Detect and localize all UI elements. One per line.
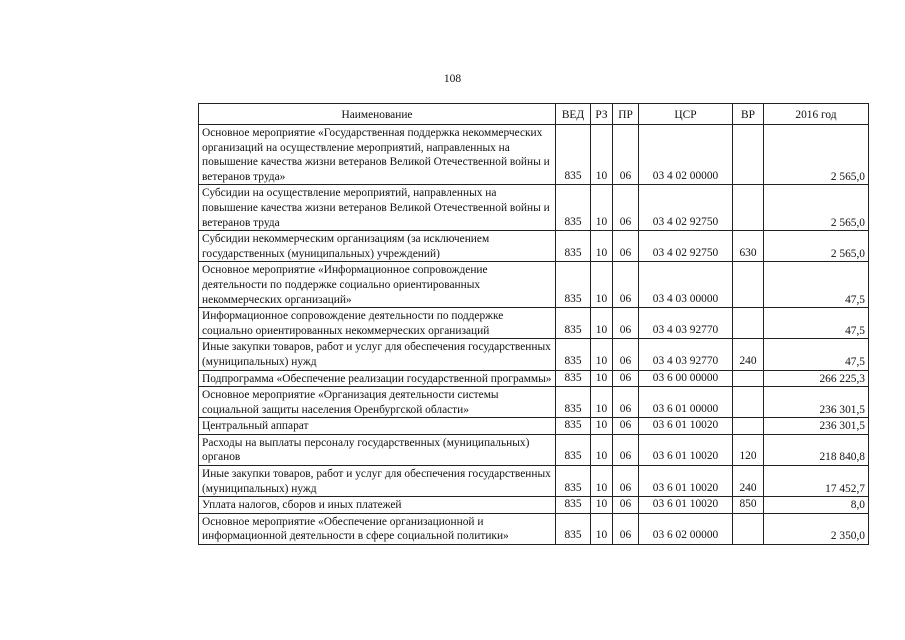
cell-pr: 06 — [613, 513, 639, 544]
cell-ved: 835 — [556, 513, 591, 544]
cell-vr — [733, 418, 764, 435]
cell-csr: 03 6 02 00000 — [639, 513, 733, 544]
cell-vr — [733, 308, 764, 339]
table-row — [199, 185, 869, 231]
cell-pr: 06 — [613, 339, 639, 370]
cell-name: Основное мероприятие «Организация деятельности системы социальной защиты населения Оренбургской области» — [199, 387, 556, 418]
cell-rz: 10 — [591, 231, 613, 262]
cell-amount: 266 225,3 — [764, 370, 869, 387]
cell-rz: 10 — [591, 370, 613, 387]
cell-ved: 835 — [556, 418, 591, 435]
cell-vr — [733, 185, 764, 231]
cell-name: Субсидии некоммерческим организациям (за исключением государственных (муниципальных) учреждений) — [199, 231, 556, 262]
cell-ved: 835 — [556, 497, 591, 514]
budget-table — [198, 103, 869, 545]
table-row — [199, 231, 869, 262]
cell-name: Основное мероприятие «Обеспечение организационной и информационной деятельности в сфере социальной политики» — [199, 513, 556, 544]
cell-name: Основное мероприятие «Государственная поддержка некоммерческих организаций на осуществление мероприятий, направленных на повышение качества жизни ветеранов Великой Отечественной войны и ветеранов труда» — [199, 125, 556, 185]
table-row — [199, 308, 869, 339]
cell-pr: 06 — [613, 387, 639, 418]
cell-pr: 06 — [613, 370, 639, 387]
table-row — [199, 262, 869, 308]
header-rz: РЗ — [591, 104, 613, 125]
cell-name: Подпрограмма «Обеспечение реализации государственной программы» — [199, 370, 556, 387]
cell-rz: 10 — [591, 513, 613, 544]
cell-csr: 03 6 01 10020 — [639, 466, 733, 497]
cell-ved: 835 — [556, 466, 591, 497]
cell-name: Субсидии на осуществление мероприятий, направленных на повышение качества жизни ветеранов Великой Отечественной войны и ветеранов труда — [199, 185, 556, 231]
cell-pr: 06 — [613, 497, 639, 514]
table-row — [199, 466, 869, 497]
cell-vr: 120 — [733, 434, 764, 465]
cell-vr — [733, 387, 764, 418]
cell-amount: 2 565,0 — [764, 231, 869, 262]
cell-ved: 835 — [556, 231, 591, 262]
cell-name: Основное мероприятие «Информационное сопровождение деятельности по поддержке социально ориентированных некоммерческих организаций» — [199, 262, 556, 308]
cell-amount: 218 840,8 — [764, 434, 869, 465]
cell-csr: 03 6 01 10020 — [639, 418, 733, 435]
cell-csr: 03 6 01 10020 — [639, 497, 733, 514]
cell-name: Иные закупки товаров, работ и услуг для обеспечения государственных (муниципальных) нужд — [199, 466, 556, 497]
cell-vr: 240 — [733, 339, 764, 370]
cell-amount: 47,5 — [764, 339, 869, 370]
cell-ved: 835 — [556, 339, 591, 370]
page-number: 108 — [443, 73, 462, 85]
cell-csr: 03 4 02 92750 — [639, 185, 733, 231]
cell-amount: 2 565,0 — [764, 125, 869, 185]
cell-amount: 8,0 — [764, 497, 869, 514]
table-row — [199, 125, 869, 185]
cell-rz: 10 — [591, 387, 613, 418]
table-row — [199, 434, 869, 465]
cell-ved: 835 — [556, 185, 591, 231]
cell-pr: 06 — [613, 434, 639, 465]
cell-ved: 835 — [556, 387, 591, 418]
header-name: Наименование — [199, 104, 556, 125]
cell-rz: 10 — [591, 497, 613, 514]
cell-rz: 10 — [591, 125, 613, 185]
cell-amount: 2 350,0 — [764, 513, 869, 544]
table-header-row — [199, 104, 869, 125]
cell-pr: 06 — [613, 231, 639, 262]
header-csr: ЦСР — [639, 104, 733, 125]
cell-amount: 17 452,7 — [764, 466, 869, 497]
cell-pr: 06 — [613, 466, 639, 497]
cell-vr: 630 — [733, 231, 764, 262]
cell-vr — [733, 262, 764, 308]
cell-rz: 10 — [591, 418, 613, 435]
cell-amount: 47,5 — [764, 262, 869, 308]
cell-csr: 03 4 02 92750 — [639, 231, 733, 262]
table-row — [199, 339, 869, 370]
cell-rz: 10 — [591, 339, 613, 370]
cell-csr: 03 4 02 00000 — [639, 125, 733, 185]
cell-rz: 10 — [591, 466, 613, 497]
cell-vr — [733, 125, 764, 185]
cell-pr: 06 — [613, 308, 639, 339]
header-ved: ВЕД — [556, 104, 591, 125]
cell-amount: 236 301,5 — [764, 418, 869, 435]
cell-vr: 850 — [733, 497, 764, 514]
cell-ved: 835 — [556, 262, 591, 308]
cell-amount: 2 565,0 — [764, 185, 869, 231]
cell-pr: 06 — [613, 418, 639, 435]
header-pr: ПР — [613, 104, 639, 125]
cell-rz: 10 — [591, 434, 613, 465]
cell-ved: 835 — [556, 125, 591, 185]
header-year: 2016 год — [764, 104, 869, 125]
cell-amount: 236 301,5 — [764, 387, 869, 418]
cell-name: Иные закупки товаров, работ и услуг для обеспечения государственных (муниципальных) нужд — [199, 339, 556, 370]
cell-rz: 10 — [591, 262, 613, 308]
cell-pr: 06 — [613, 262, 639, 308]
cell-rz: 10 — [591, 185, 613, 231]
cell-pr: 06 — [613, 185, 639, 231]
cell-name: Уплата налогов, сборов и иных платежей — [199, 497, 556, 514]
table-row — [199, 370, 869, 387]
table-row — [199, 418, 869, 435]
cell-csr: 03 6 00 00000 — [639, 370, 733, 387]
cell-csr: 03 6 01 00000 — [639, 387, 733, 418]
table-body — [199, 125, 869, 545]
cell-ved: 835 — [556, 308, 591, 339]
cell-pr: 06 — [613, 125, 639, 185]
cell-ved: 835 — [556, 370, 591, 387]
cell-vr — [733, 513, 764, 544]
cell-name: Центральный аппарат — [199, 418, 556, 435]
cell-name: Расходы на выплаты персоналу государственных (муниципальных) органов — [199, 434, 556, 465]
cell-csr: 03 4 03 92770 — [639, 339, 733, 370]
cell-amount: 47,5 — [764, 308, 869, 339]
cell-vr — [733, 370, 764, 387]
cell-name: Информационное сопровождение деятельности по поддержке социально ориентированных некоммерческих организаций — [199, 308, 556, 339]
cell-csr: 03 6 01 10020 — [639, 434, 733, 465]
table-row — [199, 497, 869, 514]
table-row — [199, 513, 869, 544]
header-vr: ВР — [733, 104, 764, 125]
cell-csr: 03 4 03 00000 — [639, 262, 733, 308]
cell-vr: 240 — [733, 466, 764, 497]
cell-csr: 03 4 03 92770 — [639, 308, 733, 339]
cell-rz: 10 — [591, 308, 613, 339]
table-row — [199, 387, 869, 418]
cell-ved: 835 — [556, 434, 591, 465]
